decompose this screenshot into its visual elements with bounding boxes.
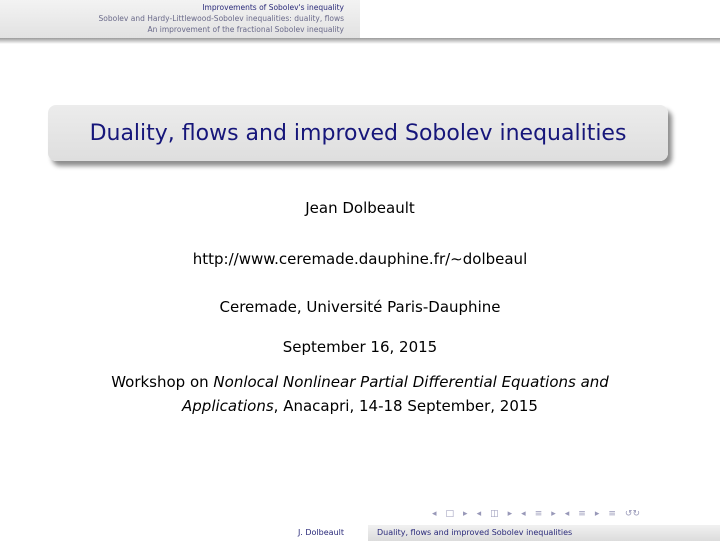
nav-section-icon[interactable]: ≡ — [534, 509, 543, 519]
nav-prev-doc-icon[interactable]: ◂ — [564, 509, 570, 519]
nav-section-1[interactable]: Improvements of Sobolev's inequality — [202, 3, 344, 12]
footer-bar — [0, 525, 720, 541]
footer-right — [368, 525, 720, 541]
nav-prev-frame-icon[interactable]: ◂ — [432, 509, 437, 519]
header-bar — [0, 0, 720, 38]
event-prefix: Workshop on — [111, 373, 214, 391]
nav-next-frame-icon[interactable]: ▸ — [463, 509, 468, 519]
footer-author: J. Dolbeault — [297, 528, 344, 537]
beamer-navigation-symbols — [432, 508, 640, 520]
nav-prev-section-icon[interactable]: ◂ — [521, 509, 526, 519]
nav-section-2[interactable]: Sobolev and Hardy-Littlewood-Sobolev inequalities: duality, flows — [98, 14, 344, 23]
header-shadow — [0, 38, 720, 44]
event-line-2 — [0, 397, 720, 415]
nav-frame-icon[interactable]: □ — [445, 509, 455, 519]
nav-prev-subsection-icon[interactable]: ◂ — [476, 509, 482, 519]
nav-next-doc-icon[interactable]: ▸ — [594, 509, 600, 519]
nav-subsection-icon[interactable]: ◫ — [490, 509, 499, 519]
footer-title: Duality, flows and improved Sobolev inequalities — [377, 528, 573, 537]
nav-align-icon[interactable]: ≡ — [608, 509, 616, 519]
nav-next-section-icon[interactable]: ▸ — [551, 509, 556, 519]
date: September 16, 2015 — [282, 338, 438, 356]
header-right-panel — [360, 0, 720, 38]
event-italic-1: Nonlocal Nonlinear Partial Differential Equations and — [213, 373, 609, 391]
affiliation: Ceremade, Université Paris-Dauphine — [219, 298, 501, 316]
footer-left — [0, 525, 368, 541]
author-url[interactable]: http://www.ceremade.dauphine.fr/∼dolbeaul — [192, 250, 528, 268]
nav-doc-icon[interactable]: ≡ — [578, 509, 586, 519]
event-italic-2: Applications — [182, 397, 274, 415]
event-suffix: , Anacapri, 14-18 September, 2015 — [273, 397, 538, 415]
nav-section-3[interactable]: An improvement of the fractional Sobolev inequality — [147, 25, 344, 34]
nav-next-subsection-icon[interactable]: ▸ — [507, 509, 513, 519]
event-line-1 — [0, 373, 720, 391]
nav-search-icon[interactable]: ↺↻ — [624, 509, 641, 519]
slide-title: Duality, flows and improved Sobolev inequalities — [89, 120, 627, 146]
author-name: Jean Dolbeault — [305, 199, 415, 217]
